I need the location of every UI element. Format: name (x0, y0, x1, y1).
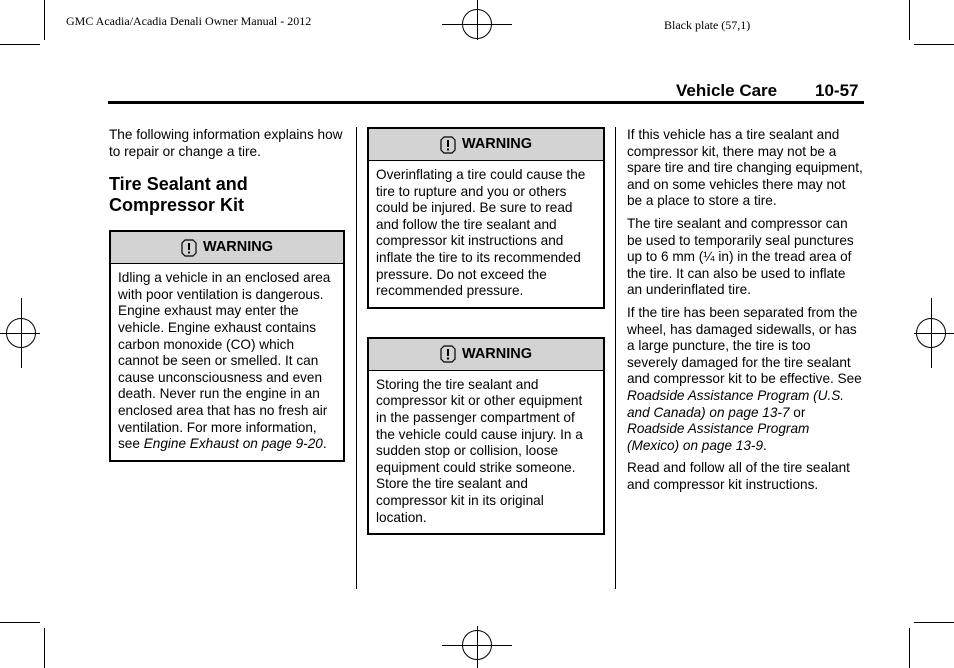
header-rule (108, 101, 864, 104)
warning-box-storage (367, 337, 605, 535)
plate-label: Black plate (57,1) (664, 18, 751, 32)
cross-reference[interactable]: Engine Exhaust on page 9-20 (143, 436, 323, 452)
crop-mark (909, 628, 910, 668)
section-heading: Tire Sealant and Compressor Kit (109, 174, 248, 216)
warning-icon (440, 345, 456, 363)
warning-label: WARNING (202, 239, 274, 256)
document-title: GMC Acadia/Acadia Denali Owner Manual - 2012 (66, 14, 312, 28)
intro-paragraph: The following information explains how to repair or change a tire. (109, 127, 343, 159)
crop-mark (909, 0, 910, 40)
warning-label: WARNING (461, 136, 533, 153)
warning-box-exhaust (109, 230, 345, 462)
warning-header (369, 129, 603, 161)
cross-reference[interactable]: Roadside Assistance Program (U.S. and Canada) on page 13-7 (627, 387, 845, 420)
paragraph: If the tire has been separated from the wheel, has damaged sidewalls, or has a large puncture, the tire is too severely damaged for the tire sealant and compressor kit to be effective. See Roadside Assistance Program (U.S. and Canada) on page 13-7 or Roadside Assistance Program (Mexico) on page 13-9. (627, 304, 862, 453)
crop-mark (44, 628, 45, 668)
warning-label: WARNING (461, 345, 533, 362)
paragraph: If this vehicle has a tire sealant and compressor kit, there may not be a spare tire and tire changing equipment, and on some vehicles there may not be a place to store a tire. (627, 127, 863, 209)
section-title: Vehicle Care (676, 81, 778, 100)
paragraph: Read and follow all of the tire sealant and compressor kit instructions. (627, 460, 850, 492)
warning-header (111, 232, 343, 264)
warning-text: Overinflating a tire could cause the tire to rupture and you or others could be injured. Be sure to read and follow the tire sealant and compressor kit instructions and inflate the tire to its recommended pressure. Do not exceed the recommended pressure. (376, 167, 586, 299)
column-2 (367, 127, 605, 535)
crop-mark (0, 44, 40, 45)
cross-reference[interactable]: Roadside Assistance Program (Mexico) on page 13-9 (627, 421, 810, 453)
crop-mark (44, 0, 45, 40)
warning-body: Idling a vehicle in an enclosed area with poor ventilation is dangerous. Engine exhaust may enter the vehicle. Engine exhaust contains carbon monoxide (CO) which cannot be seen or smelled. It can cause unconsciousness and even death. Never run the engine in an enclosed area that has no fresh air ventilation. For more information, see Engine Exhaust on page 9-20. (118, 270, 331, 452)
crop-mark (914, 44, 954, 45)
warning-box-overinflation (367, 127, 605, 309)
crop-mark (914, 622, 954, 623)
column-divider (356, 127, 357, 589)
column-divider (615, 127, 616, 589)
column-1 (109, 127, 345, 462)
crop-mark (0, 622, 40, 623)
warning-text: Idling a vehicle in an enclosed area with poor ventilation is dangerous. Engine exhaust may enter the vehicle. Engine exhaust contains carbon monoxide (CO) which cannot be seen or smelled. It can cause unconsciousness and even death. Never run the engine in an enclosed area that has no fresh air ventilation. For more information, see (118, 270, 331, 452)
warning-icon (440, 136, 456, 154)
warning-icon (181, 239, 197, 257)
warning-text: Storing the tire sealant and compressor kit or other equipment in the passenger compartment of the vehicle could cause injury. In a sudden stop or collision, loose equipment could strike someone. Store the tire sealant and compressor kit in its original location. (376, 376, 583, 525)
warning-header (369, 339, 603, 371)
column-3 (627, 127, 863, 499)
paragraph: The tire sealant and compressor can be used to temporarily seal punctures up to 6 mm (¼ in) in the tread area of the tire. It can also be used to inflate an underinflated tire. (627, 215, 854, 298)
page-number: 10-57 (815, 81, 859, 100)
